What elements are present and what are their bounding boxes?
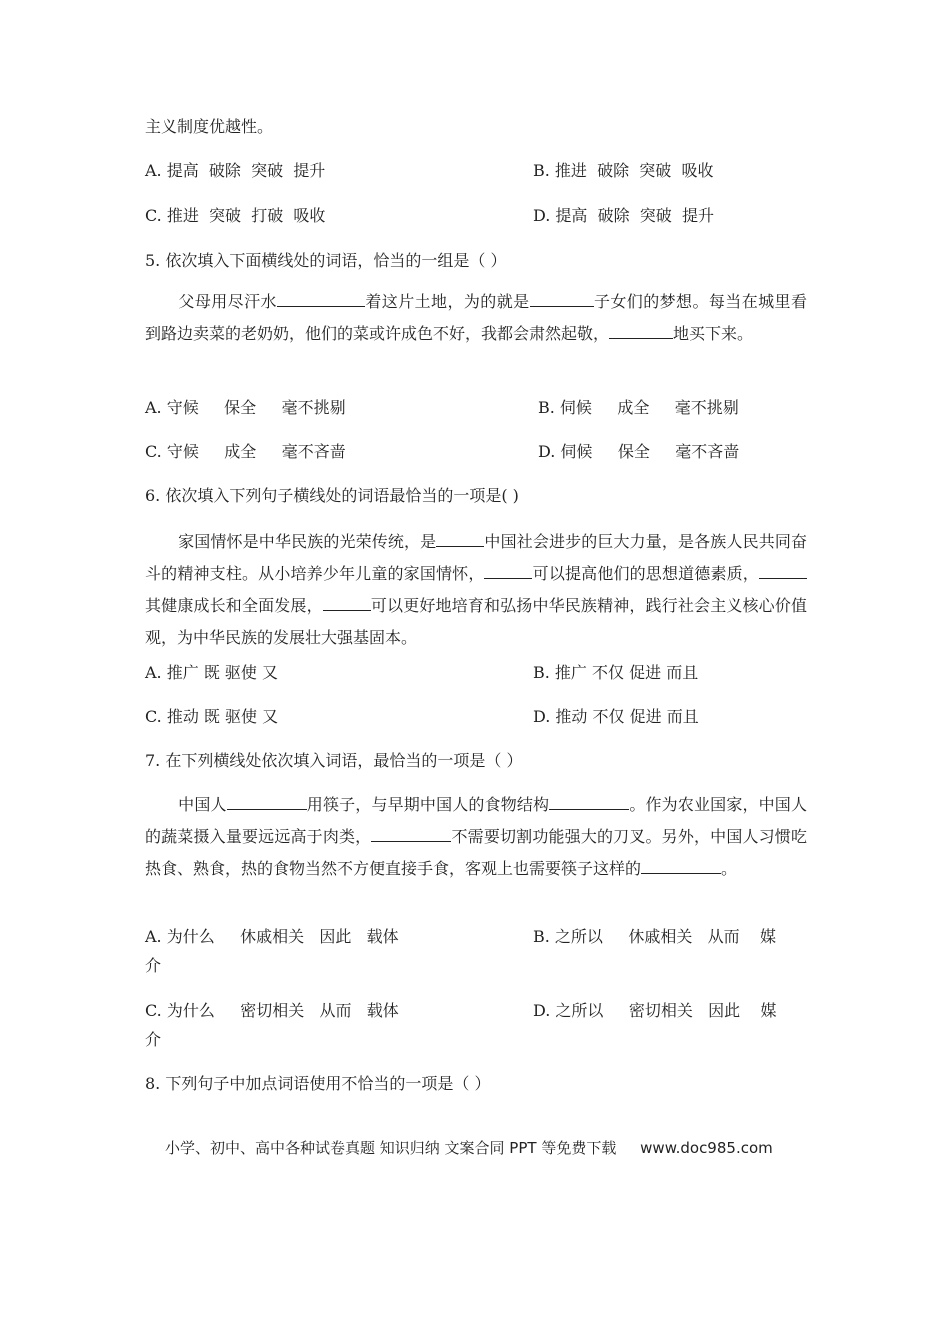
q7-text-5: 。 — [721, 859, 738, 878]
q7-text-3: 。作为农业国家，中国人的蔬菜摄入量要远远高于肉类， — [145, 795, 807, 846]
q7-option-d-wrap: 介 — [145, 1030, 162, 1049]
q5-text-3: 子女们的梦想。每当在城里看到路边卖菜的老奶奶，他们的菜或许成色不好，我都会肃然起敬， — [145, 292, 807, 343]
q5-text-4: 地买下来。 — [673, 324, 754, 343]
q7-passage — [145, 789, 807, 885]
q7-stem: 7. 在下列横线处依次填入词语，最恰当的一项是（ ） — [145, 751, 523, 770]
q7-text-2: 用筷子，与早期中国人的食物结构 — [306, 795, 550, 814]
blank — [549, 795, 629, 810]
q6-option-b: B. 推广 不仅 促进 而且 — [533, 663, 699, 682]
q6-text-5: 可以更好地培育和弘扬中华民族精神，践行社会主义核心价值观，为中华民族的发展壮大强基固本。 — [145, 596, 807, 647]
blank — [227, 795, 307, 810]
q6-option-c: C. 推动 既 驱使 又 — [145, 707, 279, 726]
intro-tail: 主义制度优越性。 — [145, 117, 274, 136]
q7-option-a: A. 为什么 休戚相关 因此 载体 — [145, 927, 399, 946]
q7-option-d: D. 之所以 密切相关 因此 媒 — [533, 1001, 777, 1020]
q8-stem: 8. 下列句子中加点词语使用不恰当的一项是（ ） — [145, 1074, 491, 1093]
q6-option-d: D. 推动 不仅 促进 而且 — [533, 707, 699, 726]
q5-option-c: C. 守候 成全 毫不吝啬 — [145, 442, 346, 461]
q4-option-d: D. 提高 破除 突破 提升 — [533, 206, 714, 225]
q6-stem: 6. 依次填入下列句子横线处的词语最恰当的一项是( ) — [145, 486, 519, 505]
blank — [371, 827, 451, 842]
q5-option-d: D. 伺候 保全 毫不吝啬 — [538, 442, 740, 461]
q7-text-4: 不需要切割功能强大的刀叉。另外，中国人习惯吃热食、熟食，热的食物当然不方便直接手食，客观上也需要筷子这样的 — [145, 827, 807, 878]
q6-text-2: 中国社会进步的巨大力量，是各族人民共同奋斗的精神支柱。从小培养少年儿童的家国情怀， — [145, 532, 807, 583]
q5-option-a: A. 守候 保全 毫不挑剔 — [145, 398, 346, 417]
q6-text-4: 其健康成长和全面发展， — [145, 596, 323, 615]
blank — [484, 564, 532, 579]
q6-text-1: 家国情怀是中华民族的光荣传统，是 — [178, 532, 437, 551]
q7-option-b-wrap: 介 — [145, 956, 162, 975]
blank — [530, 292, 594, 307]
q6-option-a: A. 推广 既 驱使 又 — [145, 663, 278, 682]
blank — [759, 564, 807, 579]
blank — [323, 596, 371, 611]
blank — [436, 532, 484, 547]
q4-option-b: B. 推进 破除 突破 吸收 — [533, 161, 714, 180]
footer: 小学、初中、高中各种试卷真题 知识归纳 文案合同 PPT 等免费下载 www.doc985.com — [165, 1139, 773, 1157]
blank — [609, 324, 673, 339]
q5-stem: 5. 依次填入下面横线处的词语，恰当的一组是（ ） — [145, 251, 507, 270]
q4-option-a: A. 提高 破除 突破 提升 — [145, 161, 326, 180]
q5-text-2: 着这片土地，为的就是 — [364, 292, 530, 311]
q7-text-1: 中国人 — [178, 795, 227, 814]
q6-passage — [145, 526, 807, 654]
q7-option-c: C. 为什么 密切相关 从而 载体 — [145, 1001, 399, 1020]
blank — [277, 292, 365, 307]
q4-option-c: C. 推进 突破 打破 吸收 — [145, 206, 326, 225]
q5-text-1: 父母用尽汗水 — [178, 292, 277, 311]
blank — [641, 859, 721, 874]
q5-passage — [145, 286, 807, 350]
q7-option-b: B. 之所以 休戚相关 从而 媒 — [533, 927, 776, 946]
q6-text-3: 可以提高他们的思想道德素质， — [532, 564, 759, 583]
q5-option-b: B. 伺候 成全 毫不挑剔 — [538, 398, 739, 417]
